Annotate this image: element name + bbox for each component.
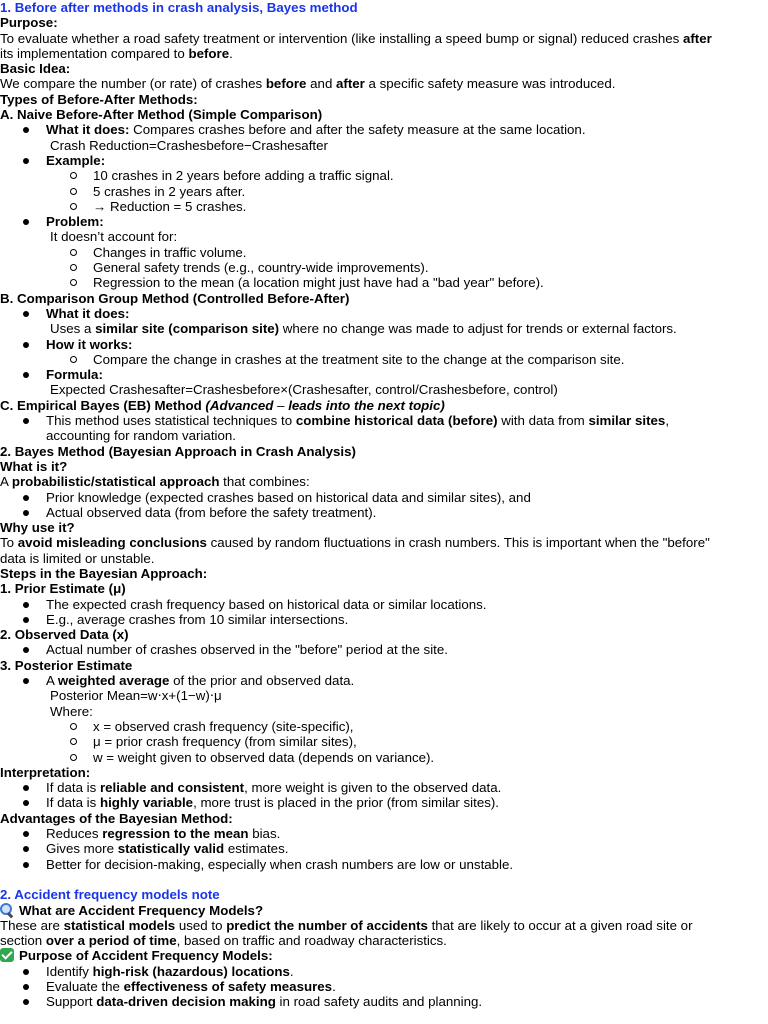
where-label: Where: <box>50 703 93 719</box>
list-item: E.g., average crashes from 10 similar intersections. <box>0 612 766 627</box>
types-heading: Types of Before-After Methods: <box>0 91 198 107</box>
list-item: The expected crash frequency based on historical data or similar locations. <box>0 597 766 612</box>
magnifying-glass-icon <box>0 903 14 917</box>
basic-idea-heading: Basic Idea: <box>0 61 71 77</box>
list-item: Changes in traffic volume. <box>0 245 766 260</box>
list-item: If data is reliable and consistent, more weight is given to the observed data. <box>0 780 766 795</box>
list-item: What it does: <box>0 306 766 321</box>
interpretation-heading: Interpretation: <box>0 764 91 780</box>
list-item: Support data-driven decision making in road safety audits and planning. <box>0 994 766 1009</box>
method-b-heading: B. Comparison Group Method (Controlled Before-After) <box>0 290 350 306</box>
list-item: Example: <box>0 153 766 168</box>
comparison-formula: Expected Crashesafter=Crashesbefore×(Crashesafter, control/Crashesbefore, control) <box>50 382 558 398</box>
purpose-text: To evaluate whether a road safety treatment or intervention (like installing a speed bump or signal) reduced crashes after <box>0 30 712 46</box>
step-3-heading: 3. Posterior Estimate <box>0 657 133 673</box>
list-item: What it does: Compares crashes before and after the safety measure at the same location. <box>0 122 766 137</box>
steps-heading: Steps in the Bayesian Approach: <box>0 565 208 581</box>
list-item: w = weight given to observed data (depends on variance). <box>0 750 766 765</box>
models-intro-cont: section over a period of time, based on traffic and roadway characteristics. <box>0 933 447 949</box>
method-a-heading: A. Naive Before-After Method (Simple Comparison) <box>0 107 323 123</box>
list-item: If data is highly variable, more trust is placed in the prior (from similar sites). <box>0 795 766 810</box>
list-item: Identify high-risk (hazardous) locations. <box>0 964 766 979</box>
list-item: Compare the change in crashes at the treatment site to the change at the comparison site. <box>0 352 766 367</box>
list-item: Regression to the mean (a location might just have had a "bad year" before). <box>0 275 766 290</box>
list-item: Better for decision-making, especially when crash numbers are low or unstable. <box>0 857 766 872</box>
list-item: Evaluate the effectiveness of safety measures. <box>0 979 766 994</box>
list-item: x = observed crash frequency (site-specific), <box>0 719 766 734</box>
section-1-title: 1. Before after methods in crash analysis, Bayes method <box>0 0 358 15</box>
comparison-text: Uses a similar site (comparison site) where no change was made to adjust for trends or external factors. <box>50 321 677 337</box>
step-2-heading: 2. Observed Data (x) <box>0 627 129 643</box>
purpose-heading: Purpose: <box>0 15 58 31</box>
list-item: Gives more statistically valid estimates. <box>0 841 766 856</box>
spacer <box>0 872 766 887</box>
models-intro: These are statistical models used to predict the number of accidents that are likely to occur at a given road site or <box>0 917 693 933</box>
list-item: μ = prior crash frequency (from similar sites), <box>0 734 766 749</box>
list-item: A weighted average of the prior and observed data. <box>0 673 766 688</box>
what-text: A probabilistic/statistical approach that combines: <box>0 474 310 490</box>
list-item: → Reduction = 5 crashes. <box>0 199 766 214</box>
what-heading: What is it? <box>0 458 68 474</box>
list-item: Prior knowledge (expected crashes based on historical data and similar sites), and <box>0 490 766 505</box>
check-mark-icon <box>0 948 14 962</box>
list-item: Reduces regression to the mean bias. <box>0 826 766 841</box>
section-2-title: 2. Bayes Method (Bayesian Approach in Crash Analysis) <box>0 443 356 459</box>
list-item: Formula: <box>0 367 766 382</box>
list-item: Actual observed data (from before the safety treatment). <box>0 505 766 520</box>
why-text-cont: data is limited or unstable. <box>0 550 155 566</box>
why-heading: Why use it? <box>0 520 75 536</box>
list-item: This method uses statistical techniques to combine historical data (before) with data from similar sites, <box>0 413 766 428</box>
models-purpose-heading: Purpose of Accident Frequency Models: <box>0 948 766 963</box>
advantages-heading: Advantages of the Bayesian Method: <box>0 810 233 826</box>
list-item: 10 crashes in 2 years before adding a traffic signal. <box>0 168 766 183</box>
list-item: Problem: <box>0 214 766 229</box>
method-c-heading: C. Empirical Bayes (EB) Method (Advanced – leads into the next topic) <box>0 397 445 413</box>
list-item: 5 crashes in 2 years after. <box>0 184 766 199</box>
purpose-text-cont: its implementation compared to before. <box>0 45 233 61</box>
list-item: General safety trends (e.g., country-wide improvements). <box>0 260 766 275</box>
why-text: To avoid misleading conclusions caused by random fluctuations in crash numbers. This is important when the "before" <box>0 535 710 551</box>
posterior-formula: Posterior Mean=w⋅x+(1−w)⋅μ <box>50 688 222 704</box>
list-item-cont: accounting for random variation. <box>46 428 236 444</box>
list-item: Actual number of crashes observed in the "before" period at the site. <box>0 642 766 657</box>
basic-idea-text: We compare the number (or rate) of crashes before and after a specific safety measure was introduced. <box>0 76 616 92</box>
problem-intro: It doesn’t account for: <box>50 229 178 245</box>
naive-formula: Crash Reduction=Crashesbefore−Crashesafter <box>50 137 328 153</box>
step-1-heading: 1. Prior Estimate (μ) <box>0 581 126 597</box>
section-3-title: 2. Accident frequency models note <box>0 887 220 903</box>
list-item: How it works: <box>0 337 766 352</box>
models-heading: What are Accident Frequency Models? <box>0 903 766 918</box>
